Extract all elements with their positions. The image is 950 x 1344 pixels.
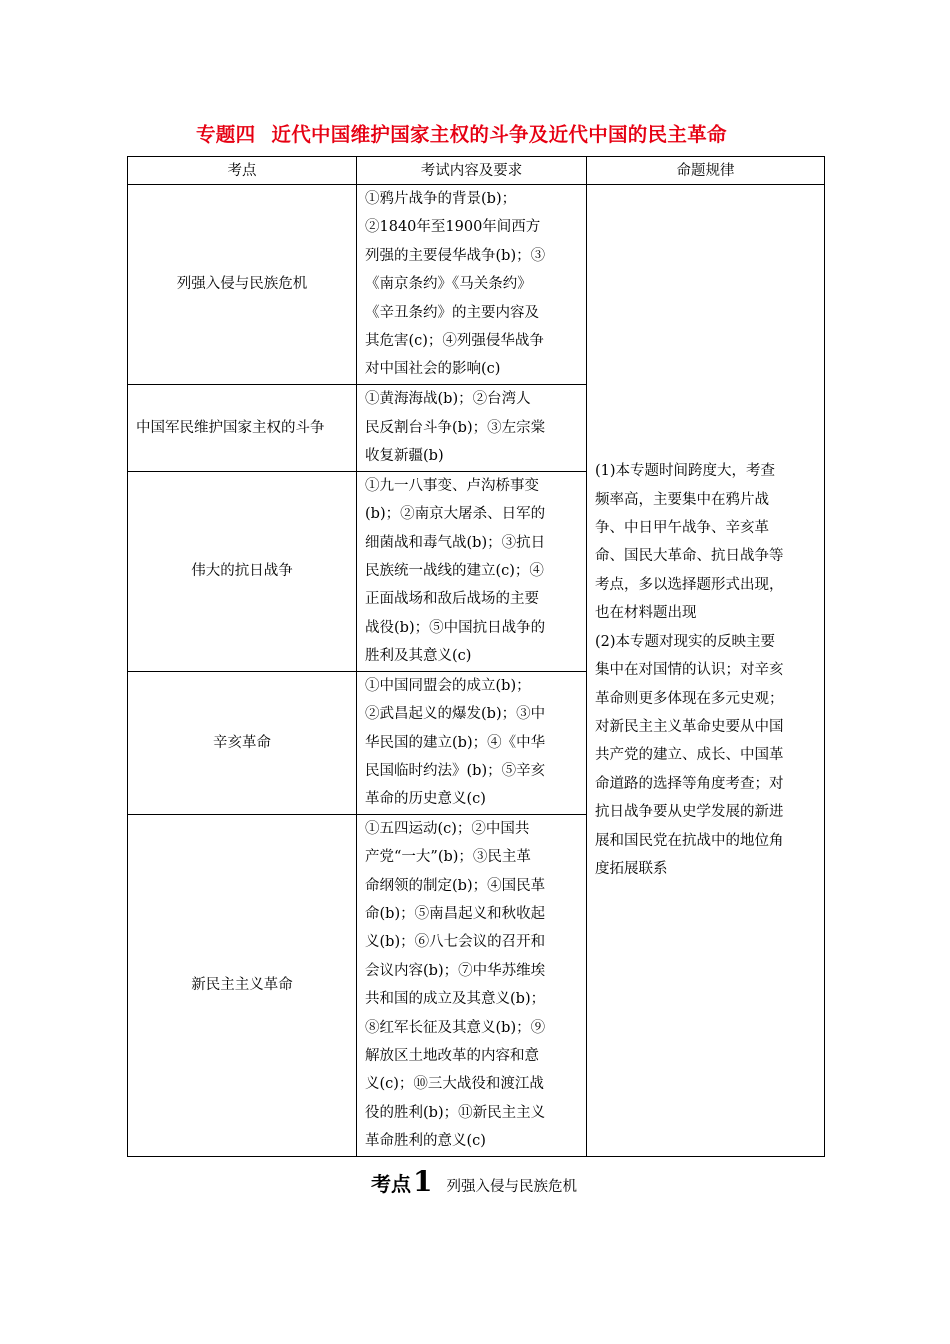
row-content xyxy=(357,814,587,1156)
rule-line: 也在材料题出现 xyxy=(595,605,697,622)
rule-line: 命道路的选择等角度考查；对 xyxy=(595,775,784,792)
content-line: 民国临时约法》(b)；⑤辛亥 xyxy=(365,762,546,779)
content-line: 义(c)；⑩三大战役和渡江战 xyxy=(365,1076,544,1093)
content-line: ①五四运动(c)；②中国共 xyxy=(365,820,530,837)
content-line: 收复新疆(b) xyxy=(365,448,444,465)
content-line: 共和国的成立及其意义(b)； xyxy=(365,991,546,1008)
content-line: ①九一八事变、卢沟桥事变 xyxy=(365,477,539,494)
header-rules: 命题规律 xyxy=(587,157,825,185)
section-title: 列强入侵与民族危机 xyxy=(446,1179,577,1195)
exam-spec-table xyxy=(127,156,825,1157)
content-line: 革命的历史意义(c) xyxy=(365,791,486,808)
rule-line: 考点，多以选择题形式出现， xyxy=(595,576,784,593)
content-line: (b)；②南京大屠杀、日军的 xyxy=(365,506,546,523)
content-line: 胜利及其意义(c) xyxy=(365,648,472,665)
rule-line: 展和国民党在抗战中的地位角 xyxy=(595,832,784,849)
table-row xyxy=(128,185,825,385)
rules-cell xyxy=(587,185,825,1157)
section-number: 1 xyxy=(413,1165,433,1198)
content-line: 产党“一大”(b)；③民主革 xyxy=(365,849,531,866)
header-kaodian: 考点 xyxy=(128,157,357,185)
content-line: ②武昌起义的爆发(b)；③中 xyxy=(365,706,546,723)
section-heading xyxy=(371,1165,577,1198)
content-line: 民反割台斗争(b)；③左宗棠 xyxy=(365,419,546,436)
table-header-row xyxy=(128,157,825,185)
content-line: ①黄海海战(b)；②台湾人 xyxy=(365,391,531,408)
row-content xyxy=(357,471,587,671)
rule-line: 对新民主主义革命史要从中国 xyxy=(595,718,784,735)
content-line: 会议内容(b)；⑦中华苏维埃 xyxy=(365,962,546,979)
content-line: 役的胜利(b)；⑪新民主主义 xyxy=(365,1104,546,1121)
row-point: 列强入侵与民族危机 xyxy=(128,185,357,385)
row-point: 中国军民维护国家主权的斗争 xyxy=(128,384,357,471)
header-content: 考试内容及要求 xyxy=(357,157,587,185)
content-line: 战役(b)；⑤中国抗日战争的 xyxy=(365,619,546,636)
content-line: ①中国同盟会的成立(b)； xyxy=(365,677,531,694)
row-point: 新民主主义革命 xyxy=(128,814,357,1156)
page-title xyxy=(196,122,727,148)
rule-line: (2)本专题对现实的反映主要 xyxy=(595,633,776,650)
rule-line: 共产党的建立、成长、中国革 xyxy=(595,747,784,764)
section-label: 考点 xyxy=(371,1172,411,1196)
rule-line: 命、国民大革命、抗日战争等 xyxy=(595,548,784,565)
content-line: ①鸦片战争的背景(b)； xyxy=(365,191,517,207)
content-line: 革命胜利的意义(c) xyxy=(365,1133,486,1150)
content-line: 细菌战和毒气战(b)；③抗日 xyxy=(365,534,546,551)
row-point: 辛亥革命 xyxy=(128,671,357,814)
rule-line: 频率高，主要集中在鸦片战 xyxy=(595,491,769,508)
content-line: 列强的主要侵华战争(b)；③ xyxy=(365,247,546,264)
content-line: 命纲领的制定(b)；④国民革 xyxy=(365,877,546,894)
content-line: 其危害(c)；④列强侵华战争 xyxy=(365,333,544,350)
content-line: 解放区土地改革的内容和意 xyxy=(365,1047,539,1064)
content-line: 《辛丑条约》的主要内容及 xyxy=(365,304,539,321)
content-line: 《南京条约》《马关条约》 xyxy=(365,276,532,293)
rule-line: (1)本专题时间跨度大，考查 xyxy=(595,463,776,480)
content-line: 华民国的建立(b)；④《中华 xyxy=(365,734,546,751)
rule-line: 抗日战争要从史学发展的新进 xyxy=(595,804,784,821)
content-line: ⑧红军长征及其意义(b)；⑨ xyxy=(365,1019,546,1036)
rule-line: 革命则更多体现在多元史观； xyxy=(595,690,784,707)
content-line: 民族统一战线的建立(c)；④ xyxy=(365,563,544,580)
row-content xyxy=(357,185,587,385)
row-content xyxy=(357,384,587,471)
content-line: 义(b)；⑥八七会议的召开和 xyxy=(365,934,546,951)
content-line: 正面战场和敌后战场的主要 xyxy=(365,591,539,608)
content-line: 命(b)；⑤南昌起义和秋收起 xyxy=(365,905,546,922)
title-topic-number: 专题四 xyxy=(196,123,256,146)
row-point: 伟大的抗日战争 xyxy=(128,471,357,671)
row-content xyxy=(357,671,587,814)
content-line: 对中国社会的影响(c) xyxy=(365,361,501,378)
rule-line: 集中在对国情的认识；对辛亥 xyxy=(595,662,784,679)
rule-line: 争、中日甲午战争、辛亥革 xyxy=(595,520,769,537)
content-line: ②1840年至1900年间西方 xyxy=(365,219,541,236)
rule-line: 度拓展联系 xyxy=(595,860,668,877)
title-topic-name: 近代中国维护国家主权的斗争及近代中国的民主革命 xyxy=(271,123,727,146)
